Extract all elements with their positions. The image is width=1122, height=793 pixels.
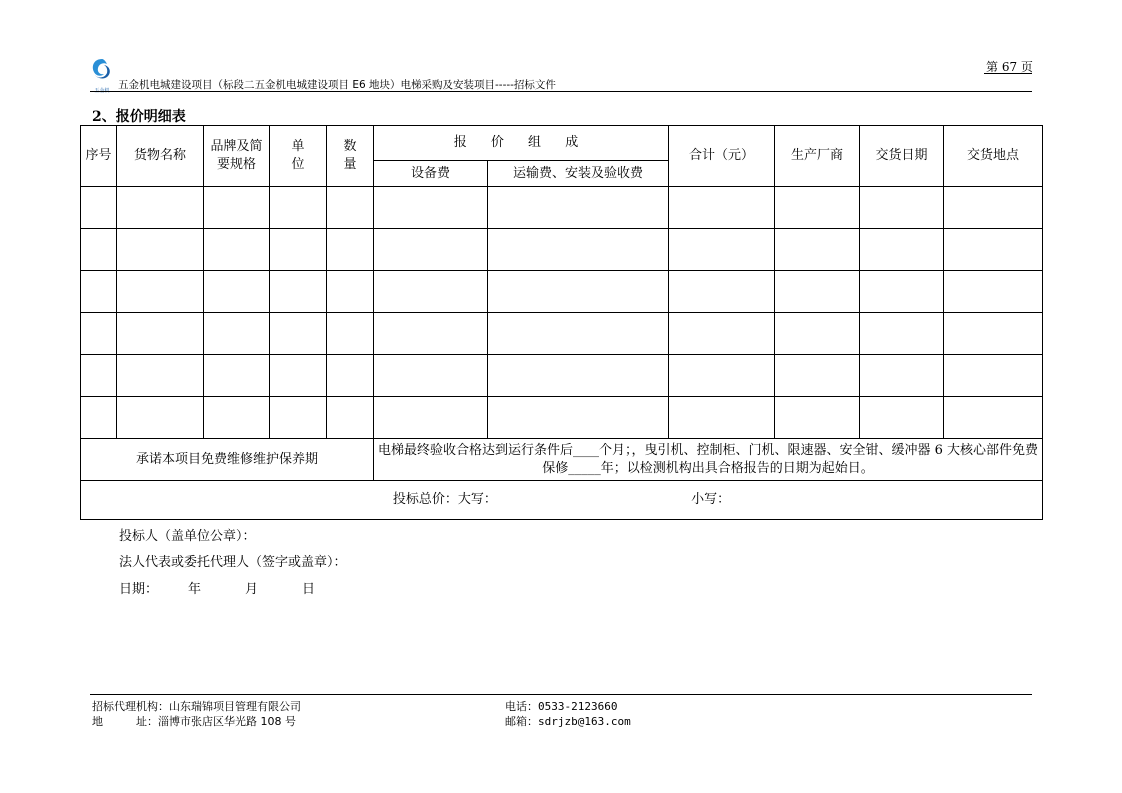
header-seq: 序号 bbox=[81, 126, 117, 187]
promise-label: 承诺本项目免费维修维护保养期 bbox=[81, 439, 374, 481]
table-cell bbox=[117, 313, 204, 355]
table-cell bbox=[669, 397, 775, 439]
footer-phone-label: 电话： bbox=[505, 700, 538, 713]
header-divider bbox=[90, 91, 1032, 92]
table-cell bbox=[270, 355, 327, 397]
table-cell bbox=[204, 187, 270, 229]
table-cell bbox=[204, 229, 270, 271]
table-cell bbox=[204, 313, 270, 355]
table-row bbox=[81, 397, 1043, 439]
date-day: 日 bbox=[302, 582, 316, 597]
date-label: 日期： bbox=[119, 582, 159, 597]
header-goods-name: 货物名称 bbox=[117, 126, 204, 187]
header-manufacturer: 生产厂商 bbox=[775, 126, 860, 187]
table-cell bbox=[860, 313, 944, 355]
table-cell bbox=[860, 355, 944, 397]
table-cell bbox=[775, 271, 860, 313]
table-cell bbox=[204, 355, 270, 397]
table-cell bbox=[204, 397, 270, 439]
table-cell bbox=[860, 271, 944, 313]
table-cell bbox=[270, 229, 327, 271]
header-brand-line2: 要规格 bbox=[216, 157, 256, 172]
footer-agency bbox=[92, 698, 301, 714]
table-row bbox=[81, 355, 1043, 397]
table-row bbox=[81, 313, 1043, 355]
table-cell bbox=[81, 397, 117, 439]
table-row bbox=[81, 229, 1043, 271]
footer-email bbox=[505, 713, 631, 729]
table-cell bbox=[270, 397, 327, 439]
table-cell bbox=[374, 271, 488, 313]
footer-phone bbox=[505, 698, 617, 714]
table-header-row-1 bbox=[81, 126, 1043, 161]
date-year: 年 bbox=[188, 582, 202, 597]
page-number-underline bbox=[984, 73, 1032, 74]
table-cell bbox=[488, 397, 669, 439]
footer-divider bbox=[90, 694, 1032, 695]
document-header-title: 五金机电城建设项目（标段二五金机电城建设项目 E6 地块）电梯采购及安装项目-----招标文件 bbox=[118, 79, 556, 91]
footer-address bbox=[92, 713, 296, 729]
table-cell bbox=[374, 313, 488, 355]
total-price-uppercase-label: 投标总价：大写： bbox=[392, 492, 497, 507]
company-logo bbox=[88, 56, 116, 94]
table-cell bbox=[669, 271, 775, 313]
table-row bbox=[81, 187, 1043, 229]
table-cell bbox=[81, 271, 117, 313]
table-cell bbox=[944, 229, 1043, 271]
table-cell bbox=[860, 229, 944, 271]
table-cell bbox=[81, 355, 117, 397]
bidder-seal-label: 投标人（盖单位公章）： bbox=[119, 529, 256, 544]
header-delivery-place: 交货地点 bbox=[944, 126, 1043, 187]
table-cell bbox=[117, 187, 204, 229]
table-cell bbox=[775, 397, 860, 439]
table-cell bbox=[944, 271, 1043, 313]
table-cell bbox=[374, 355, 488, 397]
footer-email-address: sdrjzb@163.com bbox=[538, 715, 631, 728]
footer-address-label: 地 址： bbox=[92, 715, 158, 728]
table-cell bbox=[374, 397, 488, 439]
table-cell bbox=[81, 187, 117, 229]
table-cell bbox=[488, 271, 669, 313]
page-number: 第 67 页 bbox=[986, 60, 1033, 74]
table-cell bbox=[327, 271, 374, 313]
table-cell bbox=[860, 187, 944, 229]
table-cell bbox=[488, 313, 669, 355]
date-month: 月 bbox=[245, 582, 259, 597]
table-cell bbox=[944, 355, 1043, 397]
table-cell bbox=[270, 313, 327, 355]
table-cell bbox=[117, 355, 204, 397]
table-cell bbox=[669, 355, 775, 397]
header-total: 合计（元） bbox=[669, 126, 775, 187]
footer-address-value: 淄博市张店区华光路 108 号 bbox=[158, 715, 296, 728]
table-cell bbox=[117, 397, 204, 439]
table-cell bbox=[775, 313, 860, 355]
table-cell bbox=[669, 313, 775, 355]
header-brand-spec bbox=[204, 126, 270, 187]
table-cell bbox=[327, 355, 374, 397]
total-price-cell bbox=[81, 481, 1043, 520]
header-qty-line2: 量 bbox=[343, 157, 357, 172]
header-transport-install-fee: 运输费、安装及验收费 bbox=[488, 161, 669, 187]
header-equipment-fee: 设备费 bbox=[374, 161, 488, 187]
table-cell bbox=[374, 229, 488, 271]
header-qty-line1: 数 bbox=[343, 139, 357, 154]
table-cell bbox=[775, 355, 860, 397]
table-cell bbox=[81, 229, 117, 271]
footer-email-label: 邮箱： bbox=[505, 715, 538, 728]
table-cell bbox=[775, 229, 860, 271]
table-cell bbox=[669, 187, 775, 229]
table-cell bbox=[327, 313, 374, 355]
header-unit-line2: 位 bbox=[291, 157, 305, 172]
table-cell bbox=[488, 187, 669, 229]
table-row bbox=[81, 271, 1043, 313]
table-cell bbox=[944, 313, 1043, 355]
table-cell bbox=[488, 355, 669, 397]
footer-phone-number: 0533-2123660 bbox=[538, 700, 618, 713]
promise-row bbox=[81, 439, 1043, 481]
table-cell bbox=[860, 397, 944, 439]
legal-rep-signature-label: 法人代表或委托代理人（签字或盖章）： bbox=[119, 555, 347, 570]
table-cell bbox=[775, 187, 860, 229]
table-cell bbox=[374, 187, 488, 229]
table-cell bbox=[327, 187, 374, 229]
footer-agency-label: 招标代理机构： bbox=[92, 700, 169, 713]
table-cell bbox=[669, 229, 775, 271]
header-quantity bbox=[327, 126, 374, 187]
header-delivery-date: 交货日期 bbox=[860, 126, 944, 187]
header-price-composition: 报 价 组 成 bbox=[374, 126, 669, 161]
quotation-table bbox=[80, 125, 1043, 520]
total-price-row bbox=[81, 481, 1043, 520]
table-cell bbox=[204, 271, 270, 313]
table-cell bbox=[117, 271, 204, 313]
promise-text: 电梯最终验收合格达到运行条件后____个月；，曳引机、控制柜、门机、限速器、安全钳、缓冲器 6 大核心部件免费保修_____年；以检测机构出具合格报告的日期为起始日。 bbox=[374, 439, 1043, 481]
table-cell bbox=[944, 187, 1043, 229]
table-cell bbox=[270, 271, 327, 313]
total-price-numeric-label: 小写： bbox=[691, 492, 731, 507]
table-cell bbox=[81, 313, 117, 355]
table-cell bbox=[270, 187, 327, 229]
table-cell bbox=[488, 229, 669, 271]
table-cell bbox=[327, 397, 374, 439]
header-unit-line1: 单 bbox=[291, 139, 305, 154]
header-brand-line1: 品牌及简 bbox=[210, 139, 263, 154]
section-title: 2、报价明细表 bbox=[92, 109, 186, 125]
footer-agency-name: 山东瑞锦项目管理有限公司 bbox=[169, 700, 301, 713]
logo-caption: 五金机 bbox=[94, 88, 110, 94]
table-cell bbox=[327, 229, 374, 271]
table-cell bbox=[117, 229, 204, 271]
header-unit bbox=[270, 126, 327, 187]
table-cell bbox=[944, 397, 1043, 439]
